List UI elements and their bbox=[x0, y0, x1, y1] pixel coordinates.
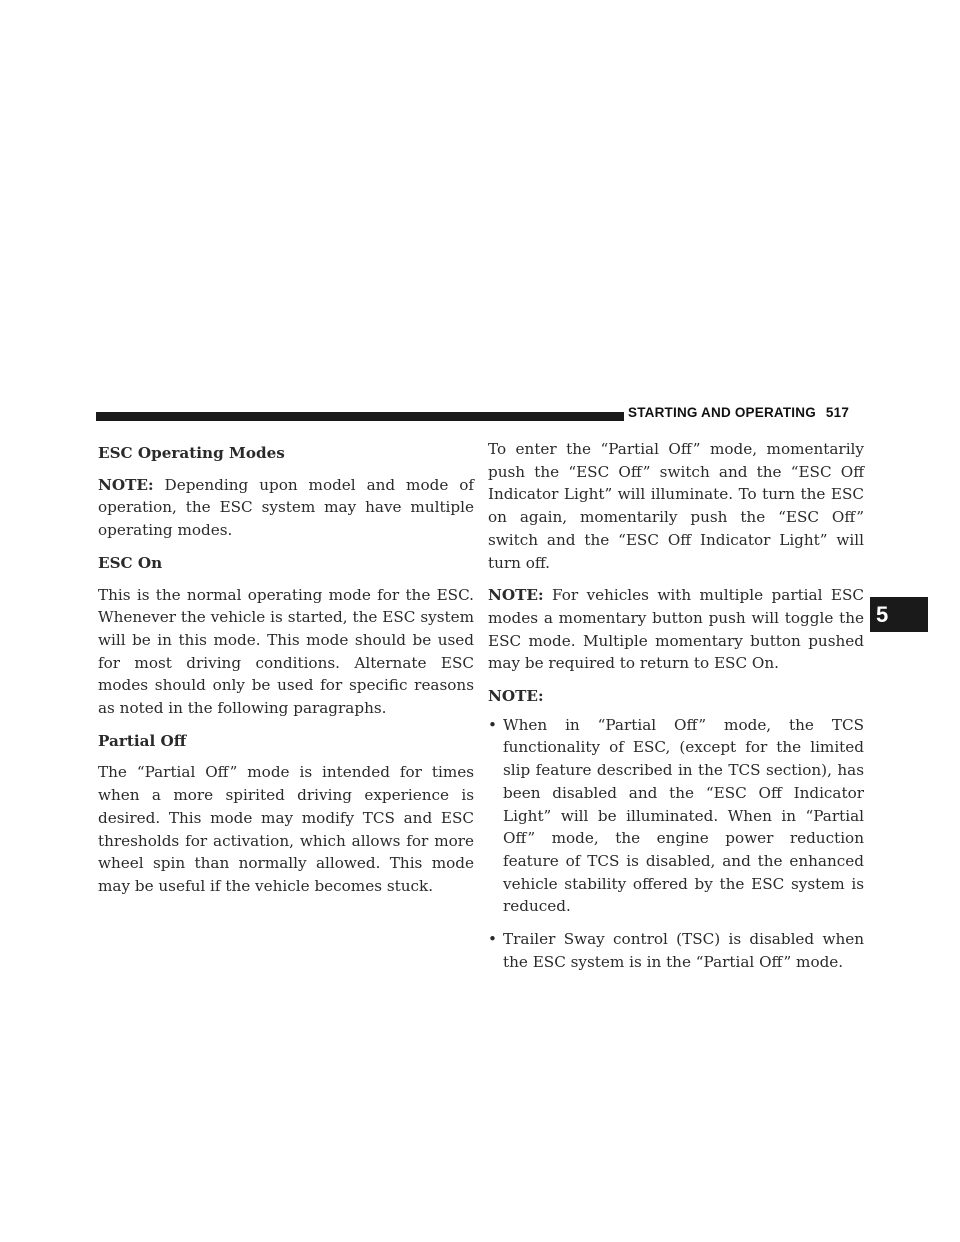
note-paragraph bbox=[488, 584, 864, 675]
subheading-esc-on: ESC On bbox=[98, 553, 163, 572]
partial-off-instructions: To enter the “Partial Off” mode, momentarily push the “ESC Off” switch and the “ESC Off Indicator Light” will illuminate. To turn the ESC on again, momentarily push the “ESC Off” switch and the “ESC Off Indicator Light” will turn off. bbox=[488, 440, 864, 572]
esc-on-paragraph: This is the normal operating mode for the ESC. Whenever the vehicle is started, the ESC system will be in this mode. This mode should be used for most driving conditions. Alternate ESC modes should only be used for specific reasons as noted in the following paragraphs. bbox=[98, 585, 474, 718]
left-column bbox=[98, 438, 474, 908]
note-label: NOTE: bbox=[488, 586, 544, 605]
right-column bbox=[488, 438, 864, 983]
list-item bbox=[488, 714, 864, 918]
note-label: NOTE: bbox=[488, 687, 544, 706]
list-item bbox=[488, 928, 864, 973]
bullet-icon: • bbox=[488, 930, 497, 949]
partial-off-paragraph: The “Partial Off” mode is intended for times when a more spirited driving experience is desired. This mode may modify TCS and ESC thresholds for activation, which allows for more wheel spin than normally allowed. This mode may be useful if the vehicle becomes stuck. bbox=[98, 763, 474, 895]
note-bullet-list bbox=[488, 714, 864, 974]
note-paragraph bbox=[98, 474, 474, 542]
header-rule bbox=[96, 412, 624, 421]
note-text: Depending upon model and mode of operation, the ESC system may have multiple operating modes. bbox=[98, 475, 474, 540]
note-label: NOTE: bbox=[98, 475, 154, 494]
subheading-partial-off: Partial Off bbox=[98, 731, 187, 750]
chapter-tab bbox=[870, 597, 928, 632]
page-number: 517 bbox=[825, 405, 850, 420]
note-text: For vehicles with multiple partial ESC modes a momentary button push will toggle the ESC mode. Multiple momentary button pushed may be required to return to ESC On. bbox=[488, 586, 864, 673]
running-header bbox=[628, 405, 849, 420]
chapter-number: 5 bbox=[876, 601, 889, 627]
bullet-text: Trailer Sway control (TSC) is disabled when the ESC system is in the “Partial Off” mode. bbox=[503, 930, 864, 971]
section-heading: ESC Operating Modes bbox=[98, 444, 285, 462]
bullet-icon: • bbox=[488, 715, 497, 734]
bullet-text: When in “Partial Off” mode, the TCS functionality of ESC, (except for the limited slip feature described in the TCS section), has been disabled and the “ESC Off Indicator Light” will be illuminated. When in “Partial Off” mode, the engine power reduction feature of TCS is disabled, and the enhanced vehicle stability offered by the ESC system is reduced. bbox=[503, 715, 864, 916]
section-title: STARTING AND OPERATING bbox=[628, 405, 816, 420]
